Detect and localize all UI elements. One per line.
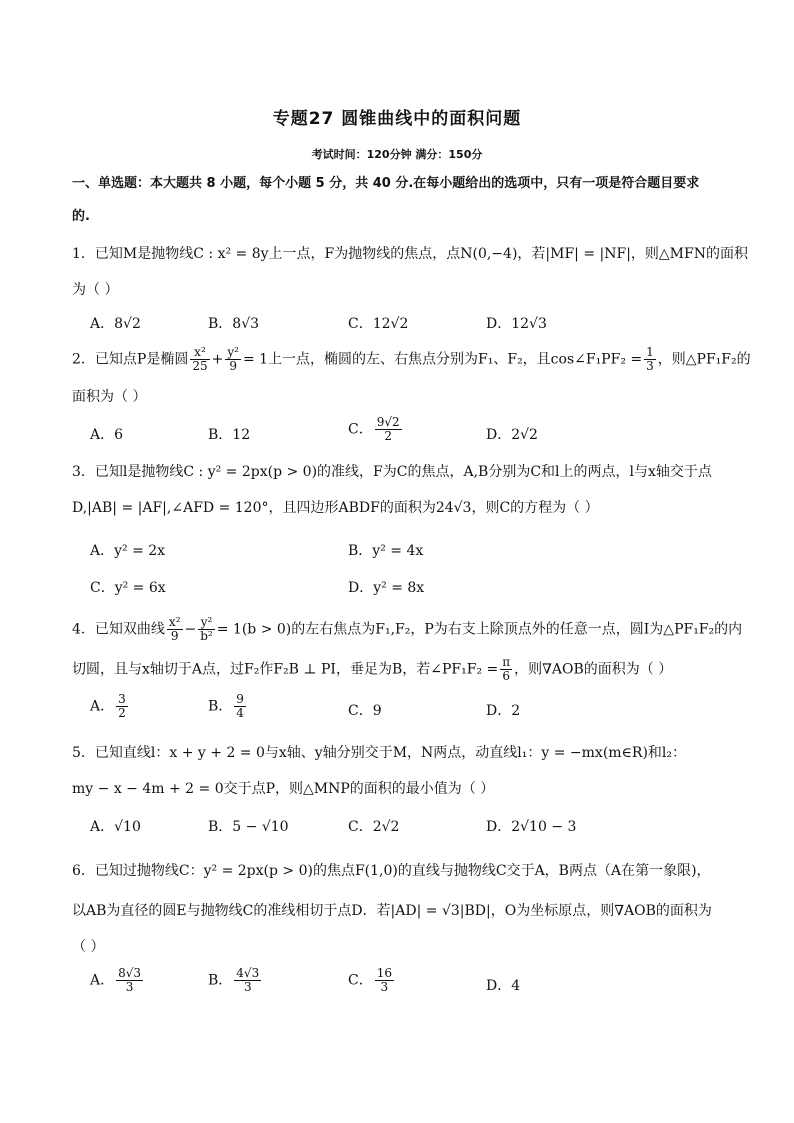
q4-option-b-fraction (234, 693, 246, 720)
fraction-denominator: 4 (236, 706, 244, 720)
q2-option-b: B．12 (208, 427, 251, 443)
q2-option-c (348, 416, 404, 443)
fraction-numerator: y² (227, 345, 239, 359)
q2-fraction-x (190, 346, 209, 373)
q2-fraction-cos (644, 346, 656, 373)
q4-text-pre: 4．已知双曲线 (72, 621, 165, 638)
q1-option-b: B．8√3 (208, 316, 260, 332)
fraction-numerator: x² (190, 346, 209, 360)
question-3-line-2: D,|AB| = |AF|,∠AFD = 120°，且四边形ABDF的面积为24√3，则C的方程为（ ） (72, 500, 599, 516)
q4-option-b (208, 693, 248, 720)
exam-info: 考试时间：120分钟 满分：150分 (311, 148, 483, 161)
q4-option-d: D．2 (486, 703, 521, 719)
fraction-denominator: 6 (502, 669, 510, 683)
q5-option-d: D．2√10 − 3 (486, 819, 577, 835)
question-2-line-2: 面积为（ ） (72, 389, 147, 405)
q2-option-a: A．6 (90, 427, 124, 443)
q2-option-d: D．2√2 (486, 427, 538, 443)
q4-line2-pre: 切圆，且与x轴切于A点，过F₂作F₂B ⊥ PI，垂足为B，若∠PF₁F₂ = (72, 661, 499, 678)
question-2-line-1 (72, 346, 751, 373)
fraction-numerator: 16 (376, 966, 392, 980)
question-6-line-2: 以AB为直径的圆E与抛物线C的准线相切于点D．若|AD| = √3|BD|，O为坐标原点，则∇AOB的面积为 (72, 903, 712, 919)
option-letter: C． (348, 972, 373, 989)
q2-text-post: ，则△PF₁F₂的 (657, 351, 751, 368)
q4-option-a (90, 693, 130, 720)
question-1-line-1: 1．已知M是抛物线C : x² = 8y上一点，F为抛物线的焦点，点N(0,−4)，若|MF| = |NF|，则△MFN的面积 (72, 246, 748, 262)
option-letter: A． (90, 972, 115, 989)
q4-option-a-fraction (116, 693, 128, 720)
q4-minus: − (184, 621, 197, 638)
q3-option-c: C．y² = 6x (90, 580, 166, 596)
q5-option-b: B．5 − √10 (208, 819, 289, 835)
q6-option-c (348, 967, 396, 994)
fraction-denominator: b² (200, 629, 213, 643)
fraction-denominator: 3 (125, 980, 134, 994)
fraction-denominator: 9 (170, 629, 179, 643)
fraction-numerator: 9√2 (376, 415, 400, 429)
fraction-denominator: 3 (380, 980, 389, 994)
question-5-line-2: my − x − 4m + 2 = 0交于点P，则△MNP的面积的最小值为（ ） (72, 781, 495, 797)
fraction-denominator: 2 (118, 706, 126, 720)
option-letter: B． (208, 972, 233, 989)
q1-option-c: C．12√2 (348, 316, 409, 332)
q4-text-post: = 1(b > 0)的左右焦点为F₁,F₂，P为右支上除顶点外的任意一点，圆I为△PF₁F₂的内 (216, 621, 743, 638)
q4-fraction-y (198, 616, 215, 643)
q1-option-d: D．12√3 (486, 316, 547, 332)
fraction-numerator: 1 (646, 345, 654, 359)
question-5-line-1: 5．已知直线l：x + y + 2 = 0与x轴、y轴分别交于M，N两点，动直线l₁：y = −mx(m∈R)和l₂： (72, 745, 687, 761)
fraction-denominator: 3 (646, 359, 654, 373)
q4-option-c: C．9 (348, 703, 382, 719)
q6-option-b-fraction (234, 967, 261, 994)
q5-option-a: A．√10 (90, 819, 141, 835)
fraction-numerator: π (502, 655, 511, 669)
question-1-line-2: 为（ ） (72, 282, 119, 298)
q6-option-d: D．4 (486, 978, 521, 994)
question-6-line-1: 6．已知过抛物线C：y² = 2px(p > 0)的焦点F(1,0)的直线与抛物线C交于A，B两点（A在第一象限)， (72, 863, 711, 879)
q4-line2-post: ，则∇AOB的面积为（ ） (514, 661, 673, 678)
q2-text-pre: 2．已知点P是椭圆 (72, 351, 189, 368)
q3-option-b: B．y² = 4x (348, 543, 424, 559)
q2-plus: + (211, 351, 224, 368)
page-title: 专题27 圆锥曲线中的面积问题 (272, 109, 522, 129)
section-heading-cont: 的. (72, 209, 90, 224)
question-6-line-3: （ ） (72, 939, 105, 955)
fraction-numerator: x² (168, 615, 181, 629)
option-letter: A． (90, 698, 115, 715)
q2-option-c-fraction (375, 416, 402, 443)
q1-option-a: A．8√2 (90, 316, 141, 332)
q5-option-c: C．2√2 (348, 819, 400, 835)
fraction-numerator: 9 (236, 692, 244, 706)
q4-fraction-x (167, 616, 183, 643)
option-letter: B． (208, 698, 233, 715)
q2-fraction-y (225, 346, 241, 373)
q6-option-a-fraction (116, 967, 143, 994)
q6-option-a (90, 967, 145, 994)
fraction-numerator: 4√3 (236, 966, 260, 980)
question-4-line-1 (72, 616, 742, 643)
fraction-denominator: 9 (229, 359, 237, 373)
section-heading: 一、单选题：本大题共 8 小题，每个小题 5 分，共 40 分.在每小题给出的选项中，只有一项是符合题目要求 (72, 176, 700, 191)
fraction-denominator: 2 (384, 429, 392, 443)
fraction-numerator: 3 (118, 692, 126, 706)
q2-text-mid: = 1上一点，椭圆的左、右焦点分别为F₁、F₂，且cos∠F₁PF₂ = (242, 351, 643, 368)
fraction-denominator: 3 (243, 980, 252, 994)
q6-option-b (208, 967, 263, 994)
question-3-line-1: 3．已知l是抛物线C : y² = 2px(p > 0)的准线，F为C的焦点，A,B分别为C和l上的两点，l与x轴交于点 (72, 464, 712, 480)
question-4-line-2 (72, 656, 672, 683)
q6-option-c-fraction (375, 967, 394, 994)
fraction-denominator: 25 (192, 359, 208, 373)
option-letter: C． (348, 421, 373, 438)
q3-option-a: A．y² = 2x (90, 543, 166, 559)
q3-option-d: D．y² = 8x (348, 580, 425, 596)
q4-fraction-pi (500, 656, 512, 683)
fraction-numerator: y² (198, 616, 215, 630)
fraction-numerator: 8√3 (118, 966, 142, 980)
